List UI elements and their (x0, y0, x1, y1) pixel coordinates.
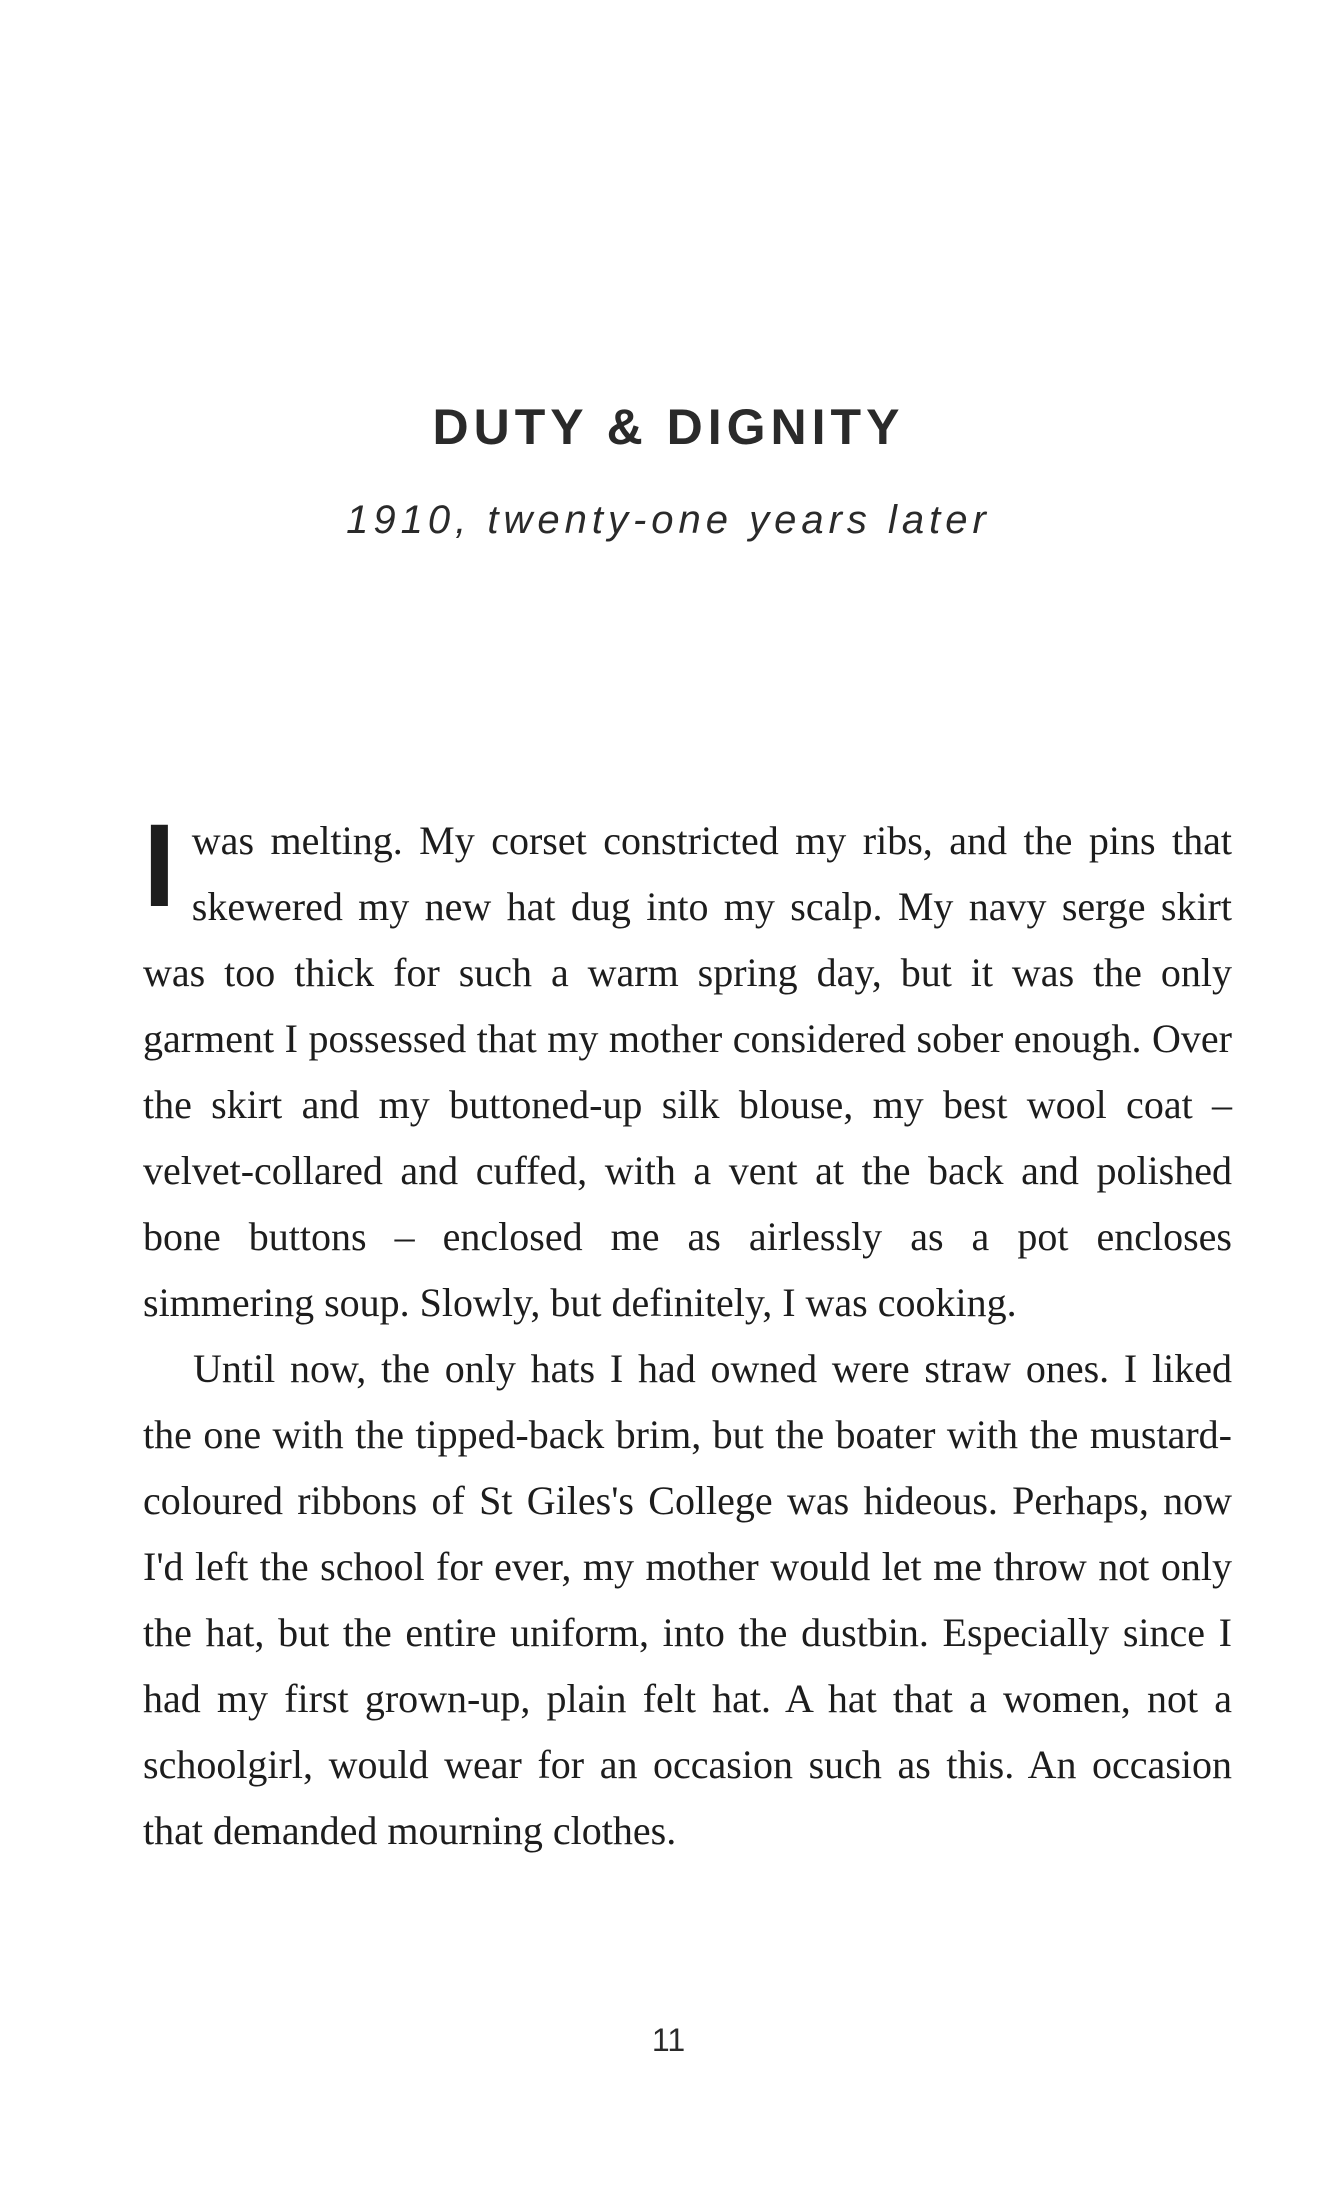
chapter-title: DUTY & DIGNITY (432, 399, 905, 455)
paragraph-1 (143, 800, 1232, 1336)
chapter-subtitle: 1910, twenty-one years later (346, 498, 991, 542)
drop-cap: I (143, 800, 176, 932)
body-text (143, 800, 1232, 1864)
paragraph-1-text: was melting. My corset constricted my ribs, and the pins that skewered my new hat dug into my scalp. My navy serge skirt was too thick for such a warm spring day, but it was the only garment I possessed that my mother considered sober enough. Over the skirt and my buttoned-up silk blouse, my best wool coat – velvet-collared and cuffed, with a vent at the back and polished bone buttons – enclosed me as airlessly as a pot encloses simmering soup. Slowly, but definitely, I was cooking. (143, 818, 1232, 1325)
paragraph-2: Until now, the only hats I had owned were straw ones. I liked the one with the tipped-back brim, but the boater with the mustard-coloured ribbons of St Giles's College was hideous. Perhaps, now I'd left the school for ever, my mother would let me throw not only the hat, but the entire uniform, into the dustbin. Especially since I had my first grown-up, plain felt hat. A hat that a women, not a schoolgirl, would wear for an occasion such as this. An occasion that demanded mourning clothes. (143, 1346, 1232, 1853)
page-number: 11 (651, 2022, 686, 2058)
